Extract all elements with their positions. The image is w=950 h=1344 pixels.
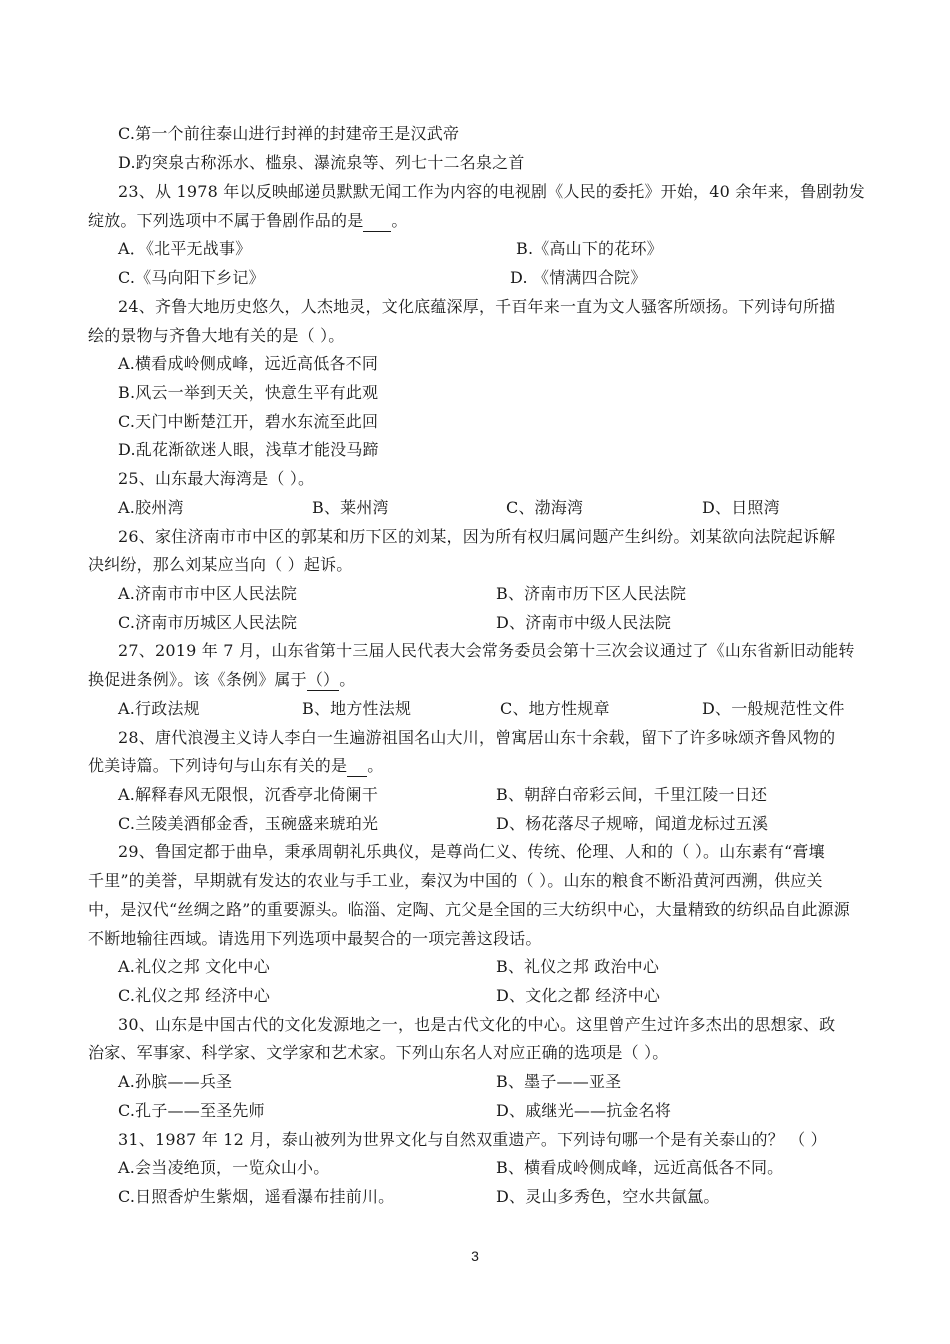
q30-option-a: A.孙膑——兵圣 — [118, 1072, 233, 1091]
q25-stem-line1: 25、山东最大海湾是（ ）。 — [118, 469, 315, 488]
q31-option-d: D、灵山多秀色，空水共氤氲。 — [496, 1187, 720, 1206]
q24-option-d: D.乱花渐欲迷人眼，浅草才能没马蹄 — [118, 440, 379, 459]
q29-stem-line3: 中，是汉代“丝绸之路”的重要源头。临淄、定陶、亢父是全国的三大纺织中心，大量精致的纺织品自此源源 — [88, 900, 850, 919]
q29-option-b: B、礼仪之邦 政治中心 — [496, 957, 660, 976]
q30-stem-line1: 30、山东是中国古代的文化发源地之一，也是古代文化的中心。这里曾产生过许多杰出的思想家、政 — [118, 1015, 836, 1034]
q30-option-c: C.孔子——至圣先师 — [118, 1101, 265, 1120]
q23-option-d: D. 《情满四合院》 — [510, 268, 647, 287]
q26-option-b: B、济南市历下区人民法院 — [496, 584, 687, 603]
q26-option-a: A.济南市市中区人民法院 — [118, 584, 298, 603]
q24-option-c: C.天门中断楚江开，碧水东流至此回 — [118, 412, 379, 431]
q25-option-d: D、日照湾 — [702, 498, 780, 517]
q24-option-a: A.横看成岭侧成峰，远近高低各不同 — [118, 354, 379, 373]
q23-option-b: B.《高山下的花环》 — [516, 239, 663, 258]
q28-option-c: C.兰陵美酒郁金香，玉碗盛来琥珀光 — [118, 814, 379, 833]
q28-option-d: D、杨花落尽子规啼，闻道龙标过五溪 — [496, 814, 769, 833]
q23-option-c: C.《马向阳下乡记》 — [118, 268, 265, 287]
q31-option-c: C.日照香炉生紫烟，遥看瀑布挂前川。 — [118, 1187, 395, 1206]
q27-option-b: B、地方性法规 — [302, 699, 412, 718]
prev-option-d: D.趵突泉古称泺水、槛泉、瀑流泉等、列七十二名泉之首 — [118, 153, 525, 172]
q27-option-c: C、地方性规章 — [500, 699, 610, 718]
q27-stem-line1: 27、2019 年 7 月，山东省第十三届人民代表大会常务委员会第十三次会议通过了《山东省新旧动能转 — [118, 641, 855, 660]
q26-option-c: C.济南市历城区人民法院 — [118, 613, 298, 632]
q28-option-b: B、朝辞白帝彩云间，千里江陵一日还 — [496, 785, 768, 804]
q25-option-a: A.胶州湾 — [118, 498, 184, 517]
q29-stem-line4: 不断地输往西域。请选用下列选项中最契合的一项完善这段话。 — [88, 929, 542, 948]
q27-option-a: A.行政法规 — [118, 699, 200, 718]
q27-option-d: D、一般规范性文件 — [702, 699, 845, 718]
q30-stem-line2: 治家、军事家、科学家、文学家和艺术家。下列山东名人对应正确的选项是（ ）。 — [88, 1043, 669, 1062]
q31-stem-line1: 31、1987 年 12 月，泰山被列为世界文化与自然双重遗产。下列诗句哪一个是有关泰山的？ （ ） — [118, 1130, 827, 1149]
q27-stem-line2: 换促进条例》。该《条例》属于（）。 — [88, 670, 356, 689]
q31-option-a: A.会当凌绝顶，一览众山小。 — [118, 1158, 330, 1177]
q23-stem-line1: 23、从 1978 年以反映邮递员默默无闻工作为内容的电视剧《人民的委托》开始，40 余年来，鲁剧勃发 — [118, 182, 865, 201]
q24-option-b: B.风云一举到天关，快意生平有此观 — [118, 383, 379, 402]
q26-stem-line2: 决纠纷，那么刘某应当向（ ）起诉。 — [88, 555, 353, 574]
q29-stem-line1: 29、鲁国定都于曲阜，秉承周朝礼乐典仪，是尊尚仁义、传统、伦理、人和的（ ）。山东素有“膏壤 — [118, 842, 825, 861]
q26-option-d: D、济南市中级人民法院 — [496, 613, 672, 632]
q28-stem-line1: 28、唐代浪漫主义诗人李白一生遍游祖国名山大川，曾寓居山东十余载，留下了许多咏颂齐鲁风物的 — [118, 728, 836, 747]
q30-option-d: D、戚继光——抗金名将 — [496, 1101, 672, 1120]
q29-option-a: A.礼仪之邦 文化中心 — [118, 957, 270, 976]
q28-stem-line2: 优美诗篇。下列诗句与山东有关的是 。 — [88, 756, 384, 775]
q23-stem-line2: 绽放。下列选项中不属于鲁剧作品的是 。 — [88, 211, 408, 230]
q29-option-c: C.礼仪之邦 经济中心 — [118, 986, 271, 1005]
q24-stem-line1: 24、齐鲁大地历史悠久，人杰地灵，文化底蕴深厚，千百年来一直为文人骚客所颂扬。下列诗句所描 — [118, 297, 836, 316]
q24-stem-line2: 绘的景物与齐鲁大地有关的是（ ）。 — [88, 326, 345, 345]
q31-option-b: B、横看成岭侧成峰，远近高低各不同。 — [496, 1158, 784, 1177]
page-number: 3 — [471, 1248, 479, 1264]
q23-option-a: A．《北平无战事》 — [118, 239, 252, 258]
q29-option-d: D、文化之都 经济中心 — [496, 986, 661, 1005]
prev-option-c: C.第一个前往泰山进行封禅的封建帝王是汉武帝 — [118, 124, 460, 143]
q28-option-a: A.解释春风无限恨，沉香亭北倚阑干 — [118, 785, 379, 804]
q25-option-b: B、莱州湾 — [312, 498, 389, 517]
q30-option-b: B、墨子——亚圣 — [496, 1072, 622, 1091]
q25-option-c: C、渤海湾 — [506, 498, 584, 517]
q29-stem-line2: 千里”的美誉，早期就有发达的农业与手工业，秦汉为中国的（ ）。山东的粮食不断沿黄河西溯，供应关 — [88, 871, 823, 890]
q26-stem-line1: 26、家住济南市市中区的郭某和历下区的刘某，因为所有权归属问题产生纠纷。刘某欲向法院起诉解 — [118, 527, 836, 546]
